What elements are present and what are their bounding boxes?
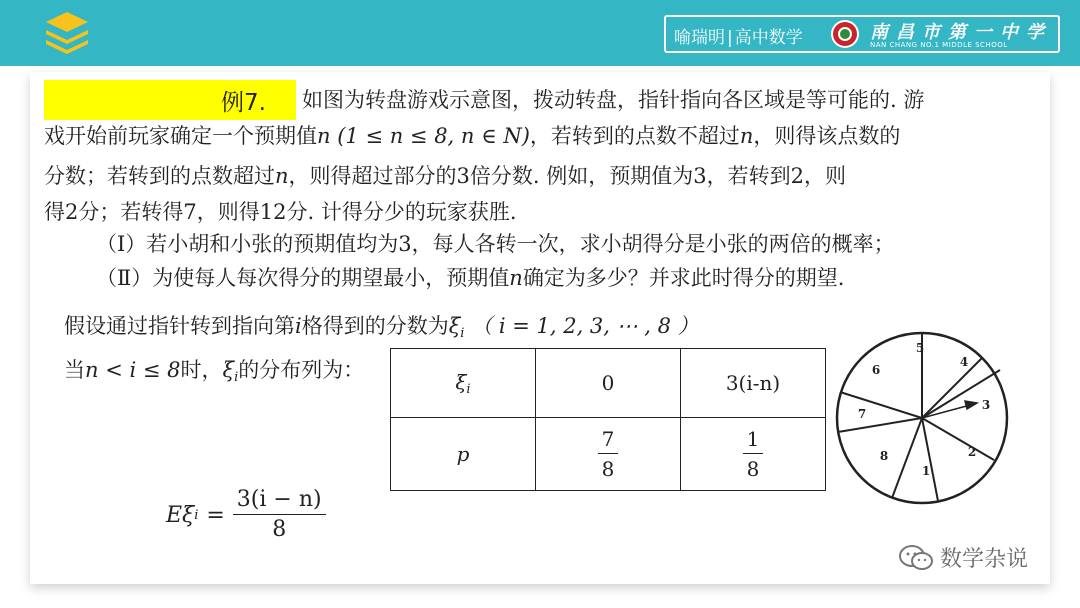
sector-label-5: 5 — [915, 341, 925, 355]
problem-part-1: （Ⅰ）若小胡和小张的预期值均为3，每人各转一次，求小胡得分是小张的两倍的概率； — [96, 232, 895, 256]
fraction-one-eighth: $\frac{1}{8}$ — [743, 425, 764, 484]
sector-label-7: 7 — [857, 407, 867, 421]
layers-logo-icon — [44, 10, 90, 54]
problem-line-1: 如图为转盘游戏示意图，拨动转盘，指针指向各区域是等可能的. 游 — [302, 88, 925, 112]
assumption-line: 假设通过指针转到指向第i格得到的分数为$\xi_i$ （ i = 1, 2, 3, ⋯ , 8 ） — [64, 314, 699, 341]
table-row — [391, 418, 826, 491]
condition-line: 当n < i ≤ 8时，$\xi_i$的分布列为： — [64, 358, 365, 385]
sector-label-1: 1 — [921, 464, 931, 478]
problem-part-2: （Ⅱ）为使每人每次得分的期望最小，预期值n确定为多少？并求此时得分的期望. — [96, 266, 845, 290]
sector-label-8: 8 — [879, 449, 889, 463]
school-seal-icon — [830, 19, 860, 49]
table-cell: p — [391, 418, 536, 491]
watermark: 数学杂说 — [898, 542, 1028, 573]
header-info-box — [664, 15, 1060, 53]
author-course — [674, 23, 803, 48]
table-cell: 0 — [536, 349, 681, 418]
problem-line-2: 戏开始前玩家确定一个预期值n (1 ≤ n ≤ 8, n ∈ N)，若转到的点数不超过n，则得该点数的 — [44, 124, 901, 148]
table-cell: 3(i-n) — [681, 349, 826, 418]
sector-label-2: 2 — [967, 445, 977, 459]
top-banner — [0, 0, 1080, 66]
table-cell — [681, 418, 826, 491]
distribution-table — [390, 348, 826, 491]
sector-label-6: 6 — [871, 363, 881, 377]
author-name: 喻瑞明 — [674, 28, 725, 48]
fraction-seven-eighths: $\frac{7}{8}$ — [598, 425, 619, 484]
wechat-icon — [898, 544, 934, 572]
sector-label-4: 4 — [959, 355, 969, 369]
expectation-formula: Eξ i = $\frac{3(i - n)}{8}$ — [166, 486, 326, 545]
table-cell — [536, 418, 681, 491]
spinner-wheel — [834, 330, 1010, 506]
table-row — [391, 349, 826, 418]
sector-label-3: 3 — [981, 398, 991, 412]
header-separator: | — [727, 28, 733, 48]
table-cell: $\xi_i$ — [391, 349, 536, 418]
problem-line-3: 分数；若转到的点数超过n，则得超过部分的3倍分数. 例如，预期值为3，若转到2，则 — [44, 164, 847, 188]
example-label: 例7. — [44, 80, 296, 120]
school-name: 南昌市第一中学 — [870, 22, 1052, 43]
school-name-english: NAN CHANG NO.1 MIDDLE SCHOOL — [870, 41, 1008, 49]
course-name: 高中数学 — [734, 28, 803, 48]
problem-line-4: 得2分；若转得7，则得12分. 计得分少的玩家获胜. — [44, 200, 517, 224]
